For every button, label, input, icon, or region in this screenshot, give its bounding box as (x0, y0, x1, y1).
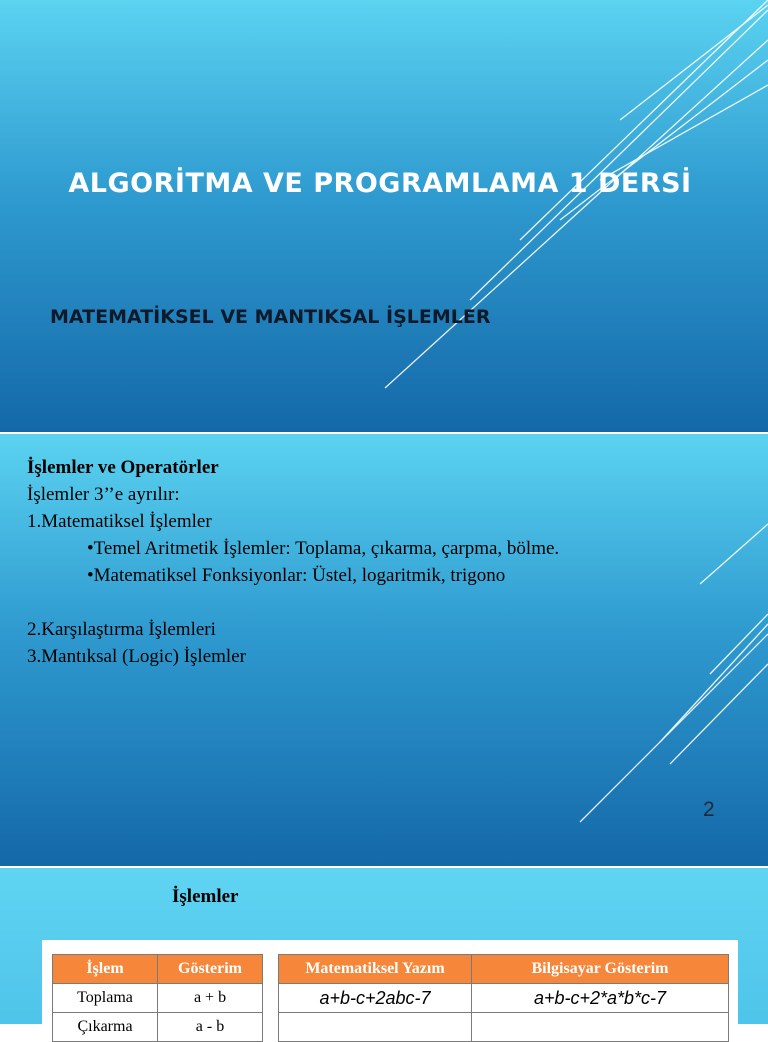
presentation-title: ALGORİTMA VE PROGRAMLAMA 1 DERSİ (68, 168, 692, 199)
bullet-item: •Temel Aritmetik İşlemler: Toplama, çıkarma, çarpma, bölme. (87, 538, 560, 559)
bullet-item: •Matematiksel Fonksiyonlar: Üstel, logaritmik, trigono (87, 565, 506, 586)
slide-2 (0, 434, 768, 866)
decorative-lines (0, 0, 768, 432)
presentation-subtitle: MATEMATİKSEL VE MANTIKSAL İŞLEMLER (50, 306, 491, 328)
slide-1 (0, 0, 768, 432)
table-row (53, 984, 263, 1013)
table-cell: Çıkarma (53, 1013, 158, 1042)
column-header: Gösterim (158, 955, 263, 984)
table-cell (472, 1013, 729, 1042)
slide-body (27, 454, 559, 670)
body-line: 3.Mantıksal (Logic) İşlemler (27, 646, 246, 667)
body-line: 1.Matematiksel İşlemler (27, 511, 212, 532)
slide-heading: İşlemler ve Operatörler (27, 457, 219, 478)
table-header-row (279, 955, 729, 984)
table-row (279, 984, 729, 1013)
operations-table (52, 954, 263, 1042)
table-cell: Toplama (53, 984, 158, 1013)
slide-heading: İşlemler (172, 886, 239, 907)
column-header: İşlem (53, 955, 158, 984)
column-header: Matematiksel Yazım (279, 955, 472, 984)
table-cell: a+b-c+2abc-7 (279, 984, 472, 1013)
table-cell: a+b-c+2*a*b*c-7 (472, 984, 729, 1013)
notation-table (278, 954, 729, 1042)
page-number: 2 (703, 798, 715, 821)
table-row (279, 1013, 729, 1042)
slide-3 (0, 868, 768, 1035)
table-cell: a + b (158, 984, 263, 1013)
table-panel (42, 940, 738, 1035)
column-header: Bilgisayar Gösterim (472, 955, 729, 984)
table-header-row (53, 955, 263, 984)
spacer (27, 589, 559, 616)
table-cell (279, 1013, 472, 1042)
table-row (53, 1013, 263, 1042)
body-line: İşlemler 3’’e ayrılır: (27, 484, 180, 505)
table-cell: a - b (158, 1013, 263, 1042)
body-line: 2.Karşılaştırma İşlemleri (27, 619, 216, 640)
